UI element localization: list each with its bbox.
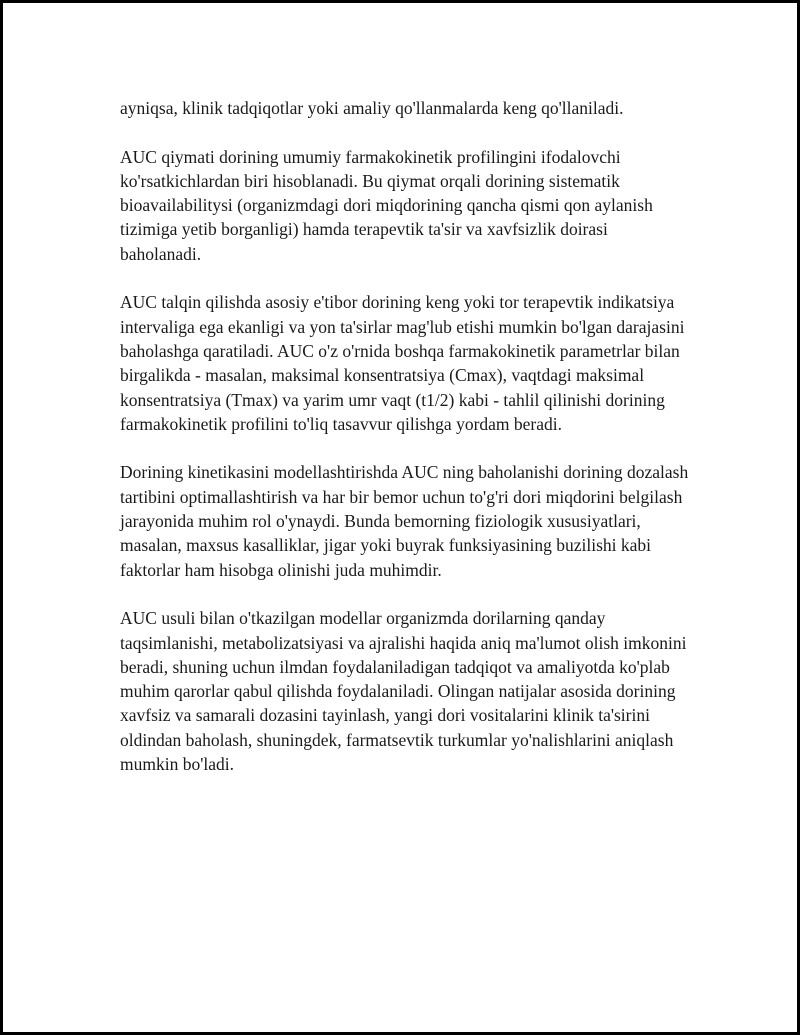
document-body [120, 96, 690, 801]
paragraph-1: ayniqsa, klinik tadqiqotlar yoki amaliy qo'llanmalarda keng qo'llaniladi. [120, 98, 624, 118]
paragraph-3: AUC talqin qilishda asosiy e'tibor dorining keng yoki tor terapevtik indikatsiya intervaliga ega ekanligi va yon ta'sirlar mag'lub etishi mumkin bo'lgan darajasini baholashga qaratiladi. AUC o'z o'rnida boshqa farmakokinetik parametrlar bilan birgalikda - masalan, maksimal konsentratsiya (Cmax), vaqtdagi maksimal konsentratsiya (Tmax) va yarim umr vaqt (t1/2) kabi - tahlil qilinishi dorining farmakokinetik profilini to'liq tasavvur qilishga yordam beradi. [120, 292, 685, 434]
paragraph-5: AUC usuli bilan o'tkazilgan modellar organizmda dorilarning qanday taqsimlanishi, metabolizatsiyasi va ajralishi haqida aniq ma'lumot olish imkonini beradi, shuning uchun ilmdan foydalaniladigan tadqiqot va amaliyotda ko'plab muhim qarorlar qabul qilishda foydalaniladi. Olingan natijalar asosida dorining xavfsiz va samarali dozasini tayinlash, yangi dori vositalarini klinik ta'sirini oldindan baholash, shuningdek, farmatsevtik turkumlar yo'nalishlarini aniqlash mumkin bo'ladi. [120, 608, 687, 775]
paragraph-4: Dorining kinetikasini modellashtirishda AUC ning baholanishi dorining dozalash tartibini optimallashtirish va har bir bemor uchun to'g'ri dori miqdorini belgilash jarayonida muhim rol o'ynaydi. Bunda bemorning fiziologik xususiyatlari, masalan, maxsus kasalliklar, jigar yoki buyrak funksiyasining buzilishi kabi faktorlar ham hisobga olinishi juda muhimdir. [120, 462, 689, 580]
paragraph-2: AUC qiymati dorining umumiy farmakokinetik profilingini ifodalovchi ko'rsatkichlardan biri hisoblanadi. Bu qiymat orqali dorining sistematik bioavailabilitysi (organizmdagi dori miqdorining qancha qismi qon aylanish tizimiga yetib borganligi) hamda terapevtik ta'sir va xavfsizlik doirasi baholanadi. [120, 146, 653, 264]
